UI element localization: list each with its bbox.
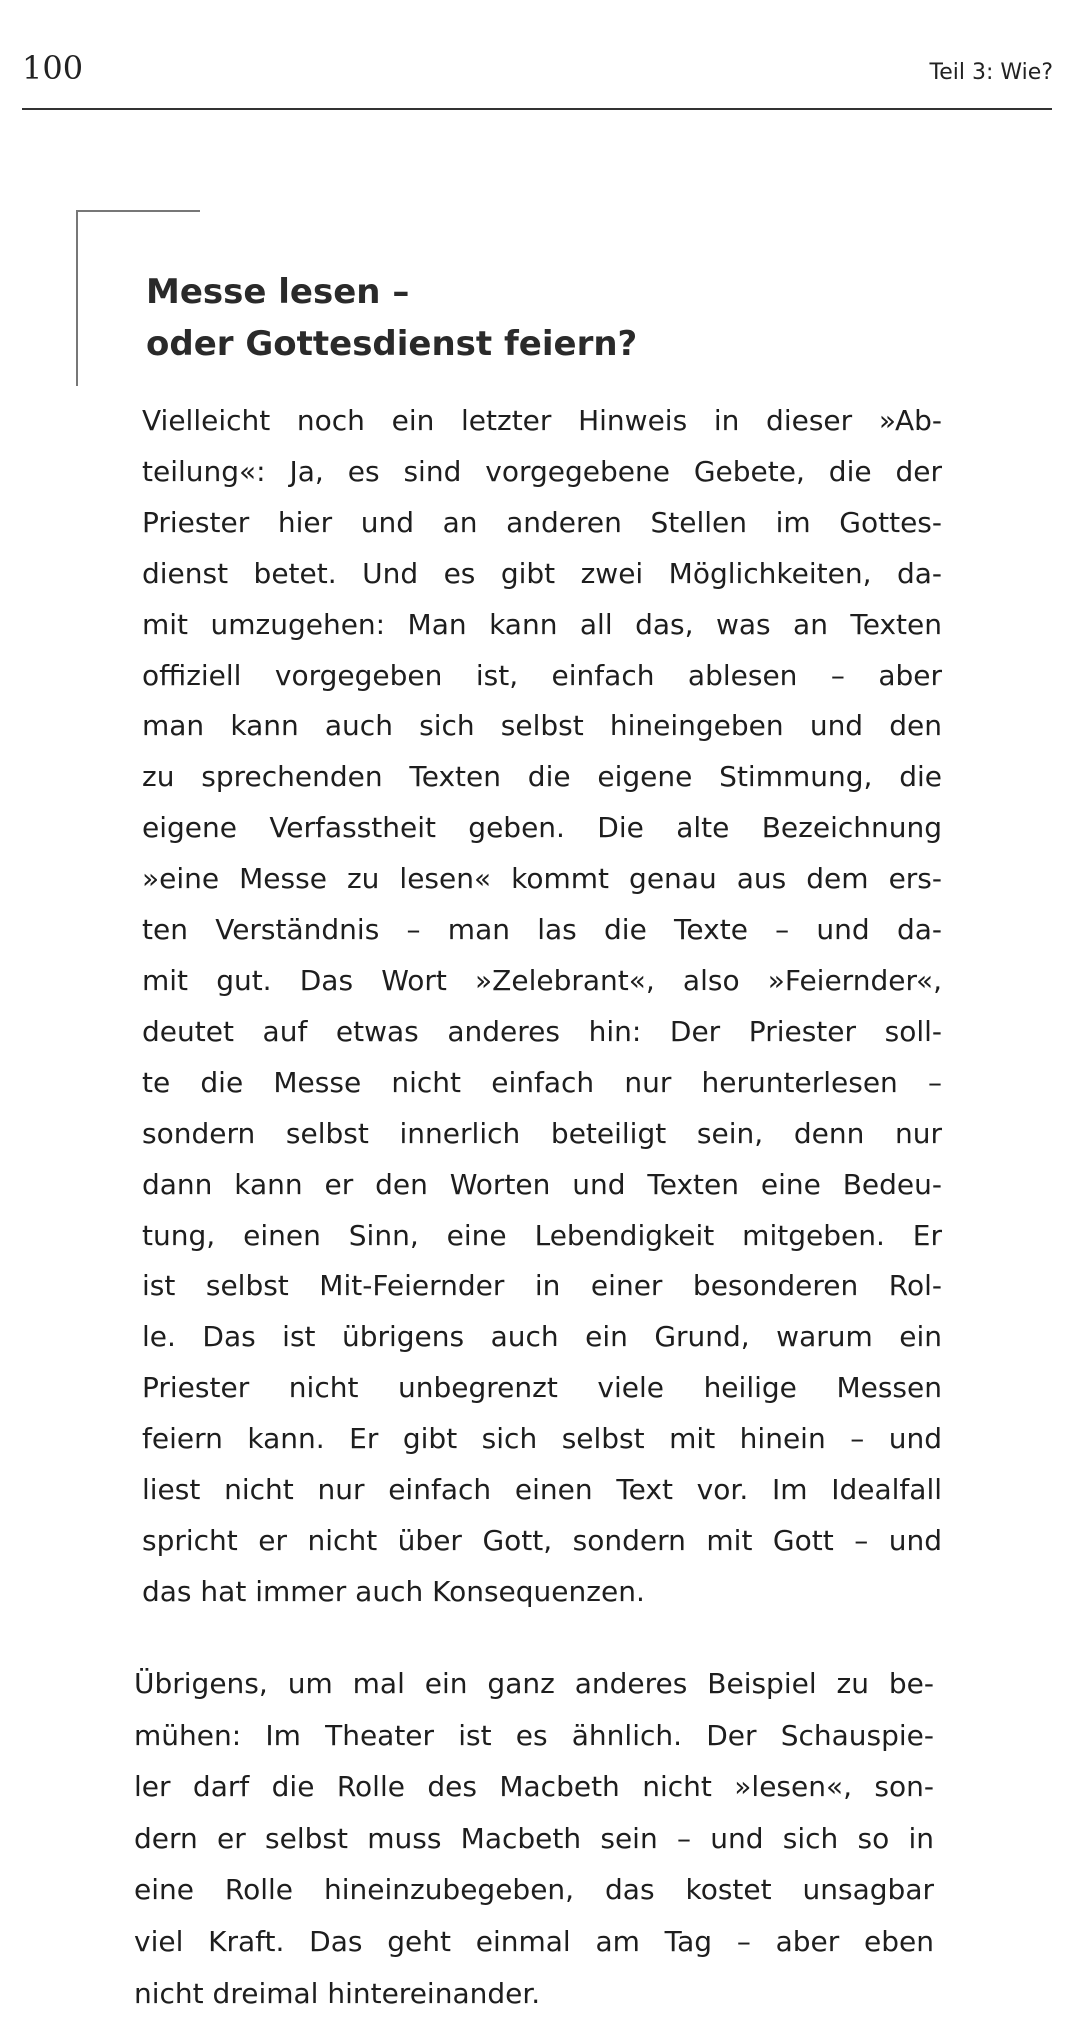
text-line: mit umzugehen: Man kann all das, was an Texten (142, 607, 942, 641)
text-line: le. Das ist übrigens auch ein Grund, warum ein (142, 1320, 942, 1354)
text-line: mühen: Im Theater ist es ähnlich. Der Schauspie- (134, 1718, 934, 1752)
section-title (146, 266, 637, 370)
text-line: das hat immer auch Konsequenzen. (142, 1574, 645, 1608)
text-line: dann kann er den Worten und Texten eine Bedeu- (142, 1167, 942, 1201)
text-line: ler darf die Rolle des Macbeth nicht »lesen«, son- (134, 1770, 934, 1804)
text-line: te die Messe nicht einfach nur herunterlesen – (142, 1065, 942, 1099)
text-line: nicht dreimal hintereinander. (134, 1976, 541, 2010)
text-line: liest nicht nur einfach einen Text vor. Im Idealfall (142, 1473, 942, 1507)
text-line: offiziell vorgegeben ist, einfach ablesen – aber (142, 658, 942, 692)
text-line: dienst betet. Und es gibt zwei Möglichkeiten, da- (142, 556, 942, 590)
paragraph-1 (142, 396, 942, 1618)
text-line: mit gut. Das Wort »Zelebrant«, also »Feiernder«, (142, 963, 942, 997)
text-line: teilung«: Ja, es sind vorgegebene Gebete, die der (142, 454, 942, 488)
paragraph-2 (134, 1658, 934, 2019)
text-line: ten Verständnis – man las die Texte – und da- (142, 913, 942, 947)
text-line: viel Kraft. Das geht einmal am Tag – aber eben (134, 1924, 934, 1958)
text-line: »eine Messe zu lesen« kommt genau aus dem ers- (142, 862, 942, 896)
running-header: Teil 3: Wie? (929, 60, 1053, 85)
text-line: spricht er nicht über Gott, sondern mit Gott – und (142, 1523, 942, 1557)
text-line: ist selbst Mit-Feiernder in einer besonderen Rol- (142, 1269, 942, 1303)
text-line: feiern kann. Er gibt sich selbst mit hinein – und (142, 1422, 942, 1456)
text-line: zu sprechenden Texten die eigene Stimmung, die (142, 760, 942, 794)
text-line: Priester nicht unbegrenzt viele heilige Messen (142, 1371, 942, 1405)
header-rule (22, 108, 1052, 110)
page-number: 100 (22, 49, 84, 87)
text-line: dern er selbst muss Macbeth sein – und sich so in (134, 1821, 934, 1855)
text-line: deutet auf etwas anderes hin: Der Priester soll- (142, 1014, 942, 1048)
section-title-line: Messe lesen – (146, 272, 410, 312)
text-line: Priester hier und an anderen Stellen im Gottes- (142, 505, 942, 539)
section-bracket-left (76, 210, 78, 386)
text-line: tung, einen Sinn, eine Lebendigkeit mitgeben. Er (142, 1218, 942, 1252)
text-line: eine Rolle hineinzubegeben, das kostet unsagbar (134, 1873, 934, 1907)
section-title-line: oder Gottesdienst feiern? (146, 324, 638, 364)
text-line: Übrigens, um mal ein ganz anderes Beispiel zu be- (134, 1667, 934, 1700)
text-line: sondern selbst innerlich beteiligt sein, denn nur (142, 1116, 942, 1150)
section-bracket-top (76, 210, 200, 212)
text-line: Vielleicht noch ein letzter Hinweis in dieser »Ab- (142, 404, 942, 437)
text-line: man kann auch sich selbst hineingeben und den (142, 709, 942, 743)
text-line: eigene Verfasstheit geben. Die alte Bezeichnung (142, 811, 942, 845)
